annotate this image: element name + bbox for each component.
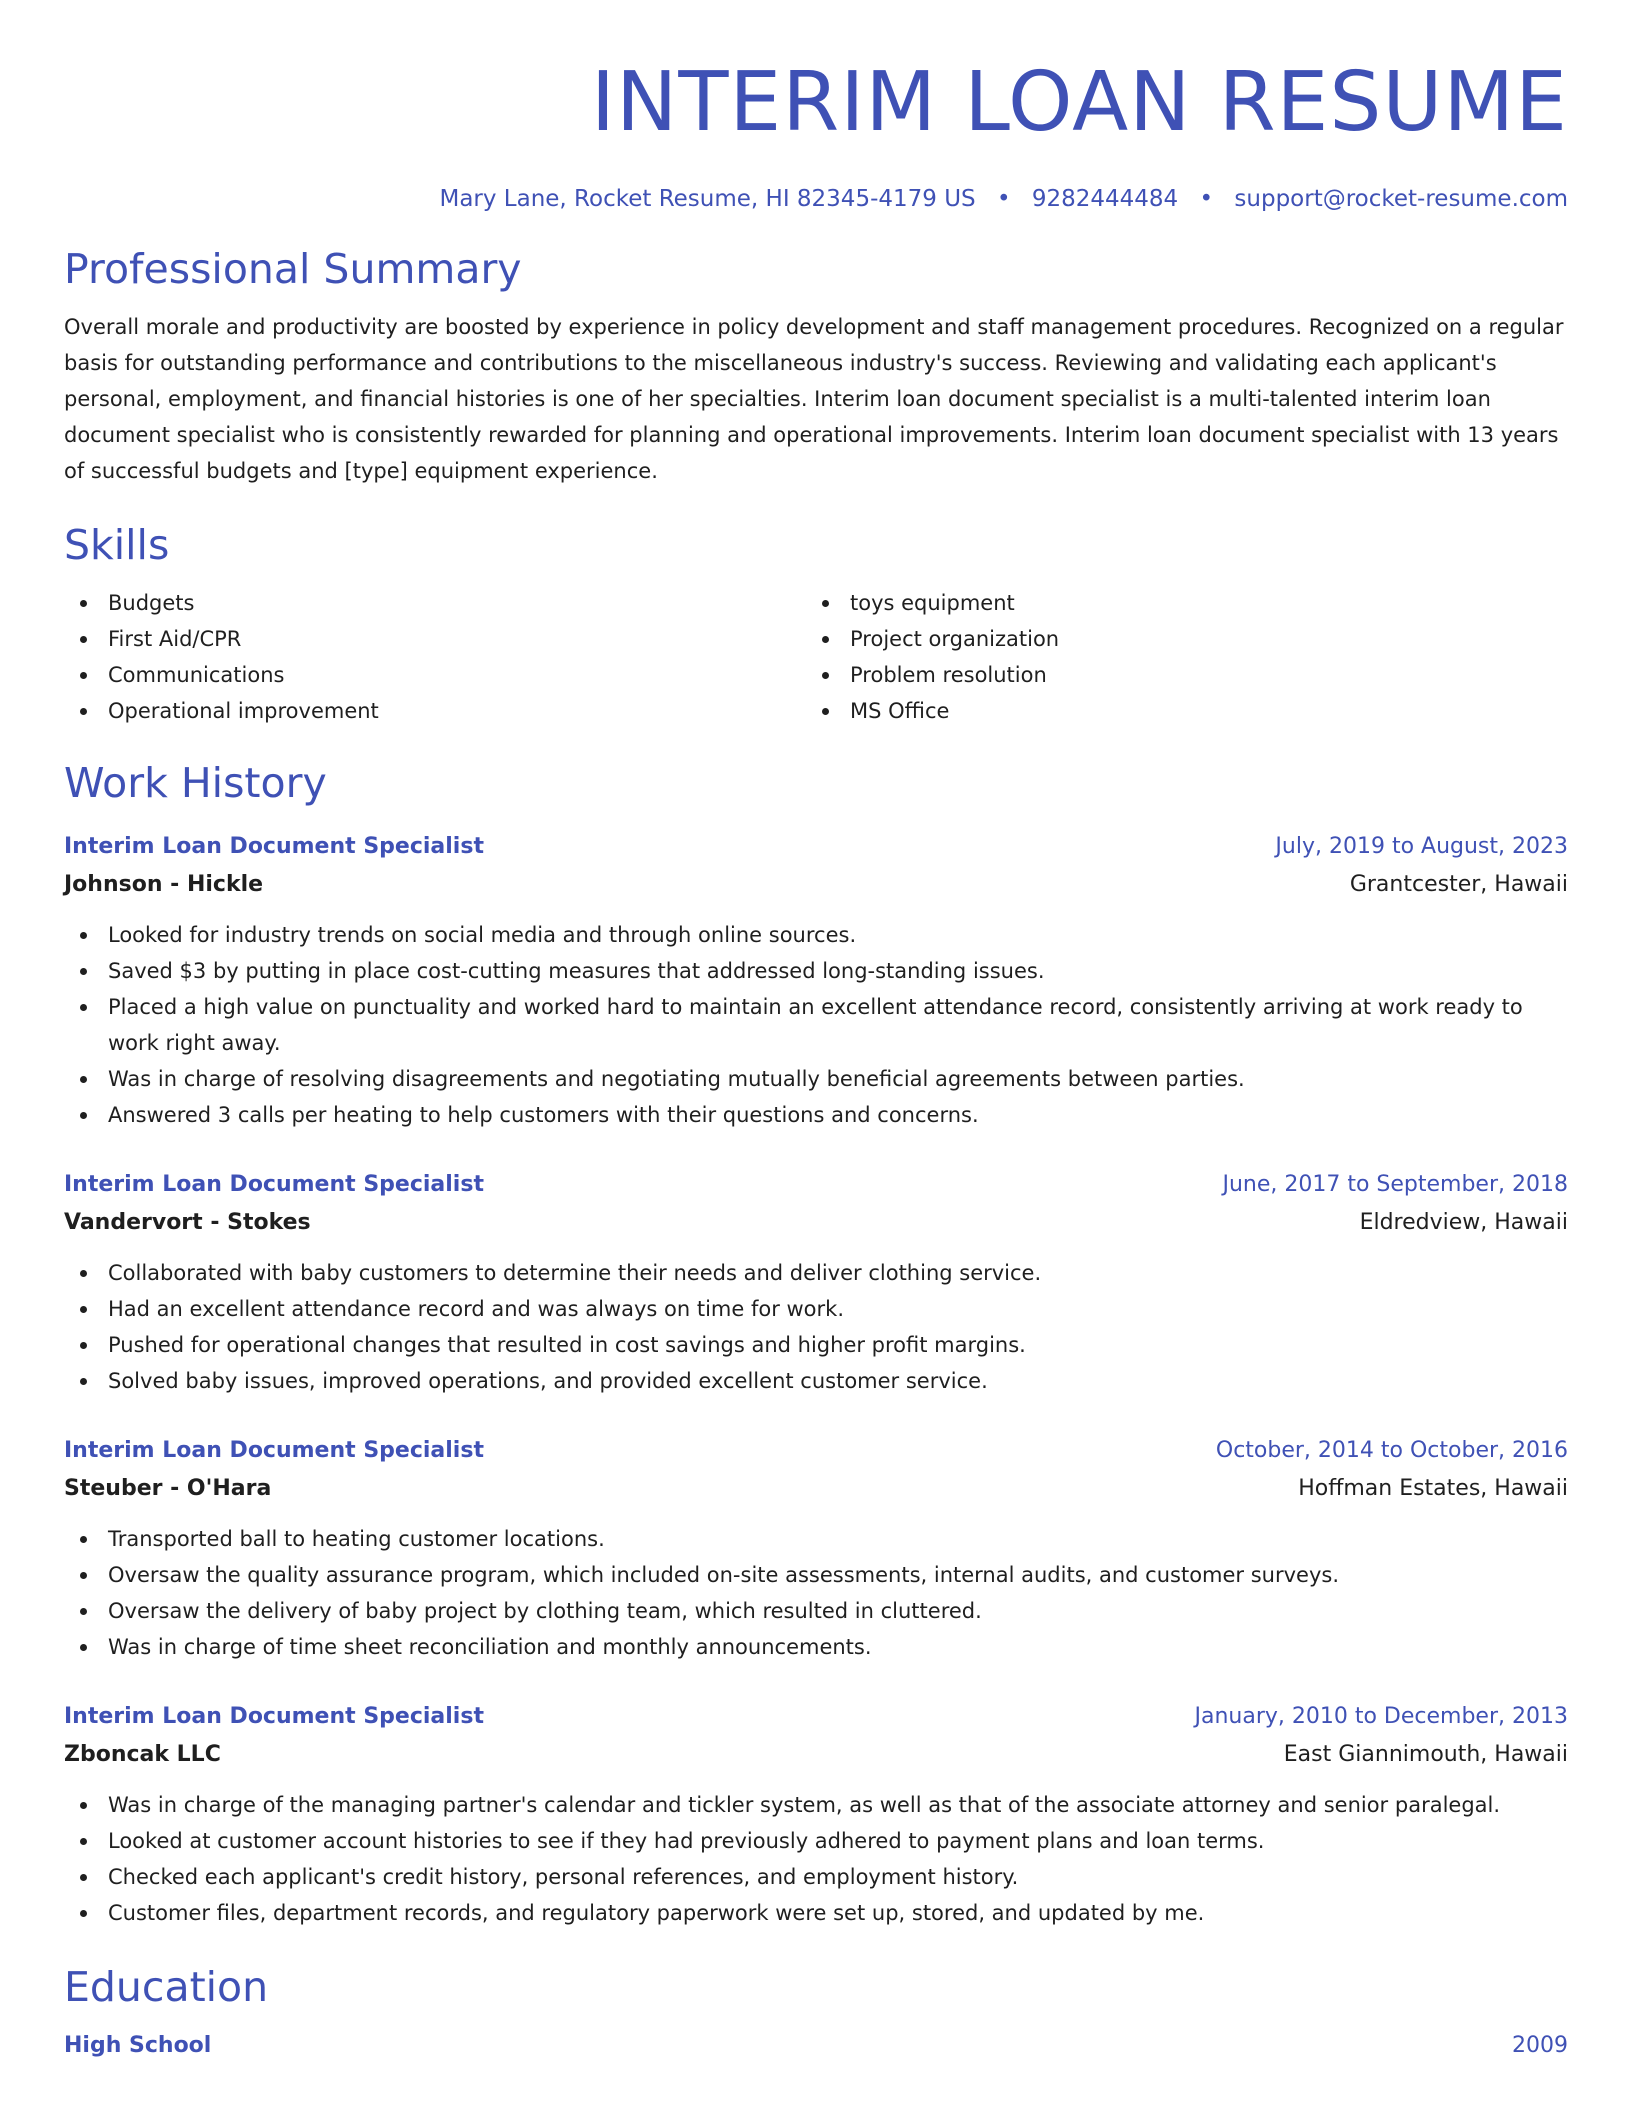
contact-address: Mary Lane, Rocket Resume, HI 82345-4179 US: [439, 186, 976, 212]
job-bullet: Solved baby issues, improved operations, and provided excellent customer service.: [64, 1363, 1568, 1399]
skills-column-right: [806, 585, 1548, 729]
education-entry: [64, 2029, 1568, 2063]
job-bullet: Was in charge of time sheet reconciliation and monthly announcements.: [64, 1629, 1568, 1665]
education-school: High School: [64, 2033, 212, 2058]
summary-heading: Professional Summary: [64, 245, 522, 293]
education-year: 2009: [1512, 2033, 1568, 2058]
job-bullet: Was in charge of the managing partner's calendar and tickler system, as well as that of the associate attorney and senior paralegal.: [64, 1787, 1568, 1823]
job-bullet: Transported ball to heating customer locations.: [64, 1521, 1568, 1557]
job-title: Interim Loan Document Specialist: [64, 1172, 484, 1197]
skill-item: Problem resolution: [806, 657, 1548, 693]
job-bullets: [64, 917, 1568, 1133]
skill-item: toys equipment: [806, 585, 1548, 621]
contact-separator: •: [996, 186, 1011, 212]
contact-phone[interactable]: 9282444484: [1031, 186, 1179, 212]
skill-item: First Aid/CPR: [64, 621, 806, 657]
job-bullet: Looked for industry trends on social media and through online sources.: [64, 917, 1568, 953]
job-bullet: Saved $3 by putting in place cost-cutting measures that addressed long-standing issues.: [64, 953, 1568, 989]
skill-item: Operational improvement: [64, 693, 806, 729]
job-title: Interim Loan Document Specialist: [64, 834, 484, 859]
job-location: Eldredview, Hawaii: [1359, 1210, 1568, 1235]
job-entry: [64, 829, 1568, 1133]
job-location: Hoffman Estates, Hawaii: [1298, 1476, 1568, 1501]
contact-separator: •: [1199, 186, 1214, 212]
skills-list: [64, 585, 1568, 729]
company-name: Johnson - Hickle: [64, 872, 264, 897]
job-bullets: [64, 1521, 1568, 1665]
job-bullet: Had an excellent attendance record and was always on time for work.: [64, 1291, 1568, 1327]
work-history-heading: Work History: [64, 759, 327, 807]
job-bullets: [64, 1255, 1568, 1399]
job-bullet: Oversaw the delivery of baby project by clothing team, which resulted in cluttered.: [64, 1593, 1568, 1629]
job-bullet: Pushed for operational changes that resulted in cost savings and higher profit margins.: [64, 1327, 1568, 1363]
skills-heading: Skills: [64, 521, 170, 569]
skills-column-left: [64, 585, 806, 729]
job-bullet: Placed a high value on punctuality and worked hard to maintain an excellent attendance record, consistently arriving at work ready to work right away.: [64, 989, 1568, 1061]
job-bullet: Checked each applicant's credit history, personal references, and employment history.: [64, 1859, 1568, 1895]
contact-line: [64, 183, 1568, 215]
job-title: Interim Loan Document Specialist: [64, 1438, 484, 1463]
summary-text: Overall morale and productivity are boosted by experience in policy development and staff management procedures. Recognized on a regular basis for outstanding performance and contributions to the miscellaneous industry's success. Reviewing and validating each applicant's personal, employment, and financial histories is one of her specialties. Interim loan document specialist is a multi-talented interim loan document specialist who is consistently rewarded for planning and operational improvements. Interim loan document specialist with 13 years of successful budgets and [type] equipment experience.: [64, 315, 1564, 483]
company-name: Vandervort - Stokes: [64, 1210, 311, 1235]
company-name: Steuber - O'Hara: [64, 1476, 272, 1501]
job-bullets: [64, 1787, 1568, 1931]
skill-item: Communications: [64, 657, 806, 693]
job-bullet: Customer files, department records, and regulatory paperwork were set up, stored, and updated by me.: [64, 1895, 1568, 1931]
job-dates: October, 2014 to October, 2016: [1215, 1438, 1568, 1463]
job-location: East Giannimouth, Hawaii: [1283, 1742, 1568, 1767]
resume-title: INTERIM LOAN RESUME: [590, 55, 1568, 150]
contact-email[interactable]: support@rocket-resume.com: [1234, 186, 1568, 212]
job-dates: January, 2010 to December, 2013: [1194, 1704, 1568, 1729]
skill-item: Project organization: [806, 621, 1548, 657]
skill-item: MS Office: [806, 693, 1548, 729]
job-entry: [64, 1167, 1568, 1399]
company-name: Zboncak LLC: [64, 1742, 221, 1767]
education-heading: Education: [64, 1963, 269, 2011]
job-bullet: Answered 3 calls per heating to help customers with their questions and concerns.: [64, 1097, 1568, 1133]
job-dates: July, 2019 to August, 2023: [1275, 834, 1568, 859]
job-entry: [64, 1699, 1568, 1931]
job-title: Interim Loan Document Specialist: [64, 1704, 484, 1729]
job-bullet: Looked at customer account histories to see if they had previously adhered to payment plans and loan terms.: [64, 1823, 1568, 1859]
skill-item: Budgets: [64, 585, 806, 621]
job-dates: June, 2017 to September, 2018: [1222, 1172, 1568, 1197]
job-entry: [64, 1433, 1568, 1665]
job-bullet: Collaborated with baby customers to determine their needs and deliver clothing service.: [64, 1255, 1568, 1291]
job-location: Grantcester, Hawaii: [1349, 872, 1568, 897]
job-bullet: Oversaw the quality assurance program, which included on-site assessments, internal audits, and customer surveys.: [64, 1557, 1568, 1593]
job-bullet: Was in charge of resolving disagreements and negotiating mutually beneficial agreements between parties.: [64, 1061, 1568, 1097]
